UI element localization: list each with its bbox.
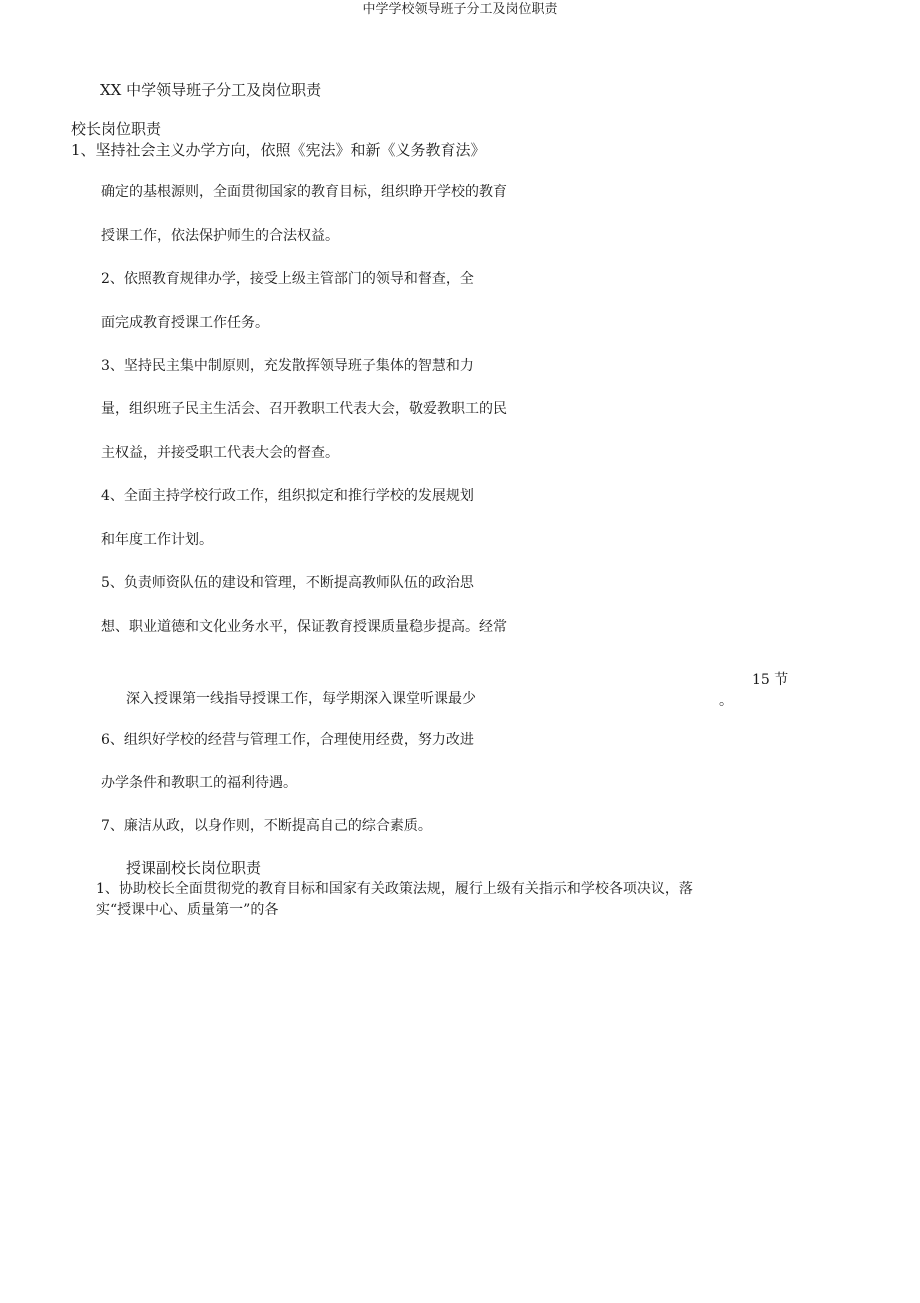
principal-line: 量，组织班子民主生活会、召开教职工代表大会，敬爱教职工的民 [101, 401, 507, 417]
principal-line: 主权益，并接受职工代表大会的督查。 [101, 445, 339, 461]
principal-line: 5、负责师资队伍的建设和管理，不断提高教师队伍的政治思 [101, 575, 474, 591]
vice-principal-line: 1、协助校长全面贯彻党的教育目标和国家有关政策法规，履行上级有关指示和学校各项决议，落 [96, 881, 693, 897]
principal-line: 1、坚持社会主义办学方向，依照《宪法》和新《义务教育法》 [71, 141, 486, 159]
principal-line: 办学条件和教职工的福利待遇。 [101, 775, 297, 791]
principal-line: 6、组织好学校的经营与管理工作，合理使用经费，努力改进 [101, 732, 474, 748]
vice-principal-line: 实“授课中心、质量第一”的各 [96, 902, 279, 918]
principal-line: 7、廉洁从政，以身作则，不断提高自己的综合素质。 [101, 818, 432, 834]
principal-line: 想、职业道德和文化业务水平，保证教育授课质量稳步提高。经常 [101, 619, 507, 635]
principal-line: 深入授课第一线指导授课工作，每学期深入课堂听课最少 [126, 691, 476, 707]
principal-line: 授课工作，依法保护师生的合法权益。 [101, 228, 339, 244]
running-header: 中学学校领导班子分工及岗位职责 [362, 2, 558, 17]
principal-line: 和年度工作计划。 [101, 532, 213, 548]
vice-principal-heading: 授课副校长岗位职责 [126, 859, 262, 877]
hours-note: 15 节 [752, 672, 789, 688]
principal-line: 4、全面主持学校行政工作，组织拟定和推行学校的发展规划 [101, 488, 474, 504]
principal-line: 3、坚持民主集中制原则，充发散挥领导班子集体的智慧和力 [101, 358, 474, 374]
principal-heading: 校长岗位职责 [71, 120, 162, 138]
sentence-period: 。 [719, 693, 733, 709]
document-title: XX 中学领导班子分工及岗位职责 [100, 81, 322, 99]
principal-line: 面完成教育授课工作任务。 [101, 315, 269, 331]
principal-line: 确定的基根源则，全面贯彻国家的教育目标，组织睁开学校的教育 [101, 184, 507, 200]
principal-line: 2、依照教育规律办学，接受上级主管部门的领导和督查，全 [101, 271, 474, 287]
